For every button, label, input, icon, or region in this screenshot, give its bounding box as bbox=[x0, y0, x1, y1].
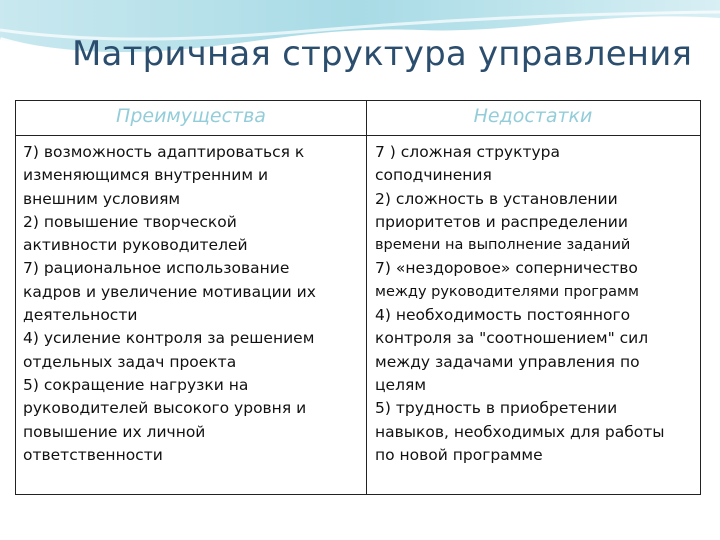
disadvantages-line: 7) «нездоровое» соперничество bbox=[375, 259, 638, 278]
disadvantages-line: между задачами управления по bbox=[375, 352, 640, 371]
advantages-line: руководителей высокого уровня и bbox=[23, 399, 307, 418]
disadvantages-line: навыков, необходимых для работы bbox=[375, 422, 665, 441]
advantages-line: ответственности bbox=[23, 445, 163, 464]
advantages-line: внешним условиям bbox=[23, 189, 181, 208]
disadvantages-line: приоритетов и распределении bbox=[375, 212, 628, 231]
disadvantages-line: контроля за "соотношением" сил bbox=[375, 329, 649, 348]
advantages-line: деятельности bbox=[23, 306, 138, 325]
slide-title: Матричная структура управления bbox=[72, 34, 693, 74]
disadvantages-line: 7 ) сложная структура bbox=[375, 143, 560, 161]
header-disadvantages: Недостатки bbox=[473, 105, 593, 127]
advantages-line: 5) сокращение нагрузки на bbox=[23, 375, 249, 394]
advantages-line: активности руководителей bbox=[23, 236, 248, 255]
column-divider bbox=[366, 101, 367, 494]
disadvantages-line: 4) необходимость постоянного bbox=[375, 306, 631, 325]
disadvantages-line: времени на выполнение заданий bbox=[375, 237, 631, 254]
comparison-table bbox=[15, 100, 701, 495]
advantages-line: 7) возможность адаптироваться к bbox=[23, 143, 305, 161]
disadvantages-line: 2) сложность в установлении bbox=[375, 189, 618, 208]
advantages-line: кадров и увеличение мотивации их bbox=[23, 282, 316, 301]
disadvantages-line: между руководителями программ bbox=[375, 283, 639, 300]
header-advantages: Преимущества bbox=[116, 105, 266, 127]
advantages-line: изменяющимся внутренним и bbox=[23, 166, 269, 185]
disadvantages-line: соподчинения bbox=[375, 166, 492, 185]
disadvantages-line: по новой программе bbox=[375, 445, 543, 464]
disadvantages-line: 5) трудность в приобретении bbox=[375, 399, 618, 418]
advantages-line: отдельных задач проекта bbox=[23, 352, 237, 371]
advantages-line: 4) усиление контроля за решением bbox=[23, 329, 315, 348]
advantages-cell bbox=[23, 141, 363, 467]
advantages-line: 2) повышение творческой bbox=[23, 212, 237, 231]
disadvantages-line: целям bbox=[375, 375, 427, 394]
advantages-line: повышение их личной bbox=[23, 422, 206, 441]
header-rule bbox=[16, 135, 700, 136]
disadvantages-cell bbox=[375, 141, 699, 467]
advantages-line: 7) рациональное использование bbox=[23, 259, 290, 278]
